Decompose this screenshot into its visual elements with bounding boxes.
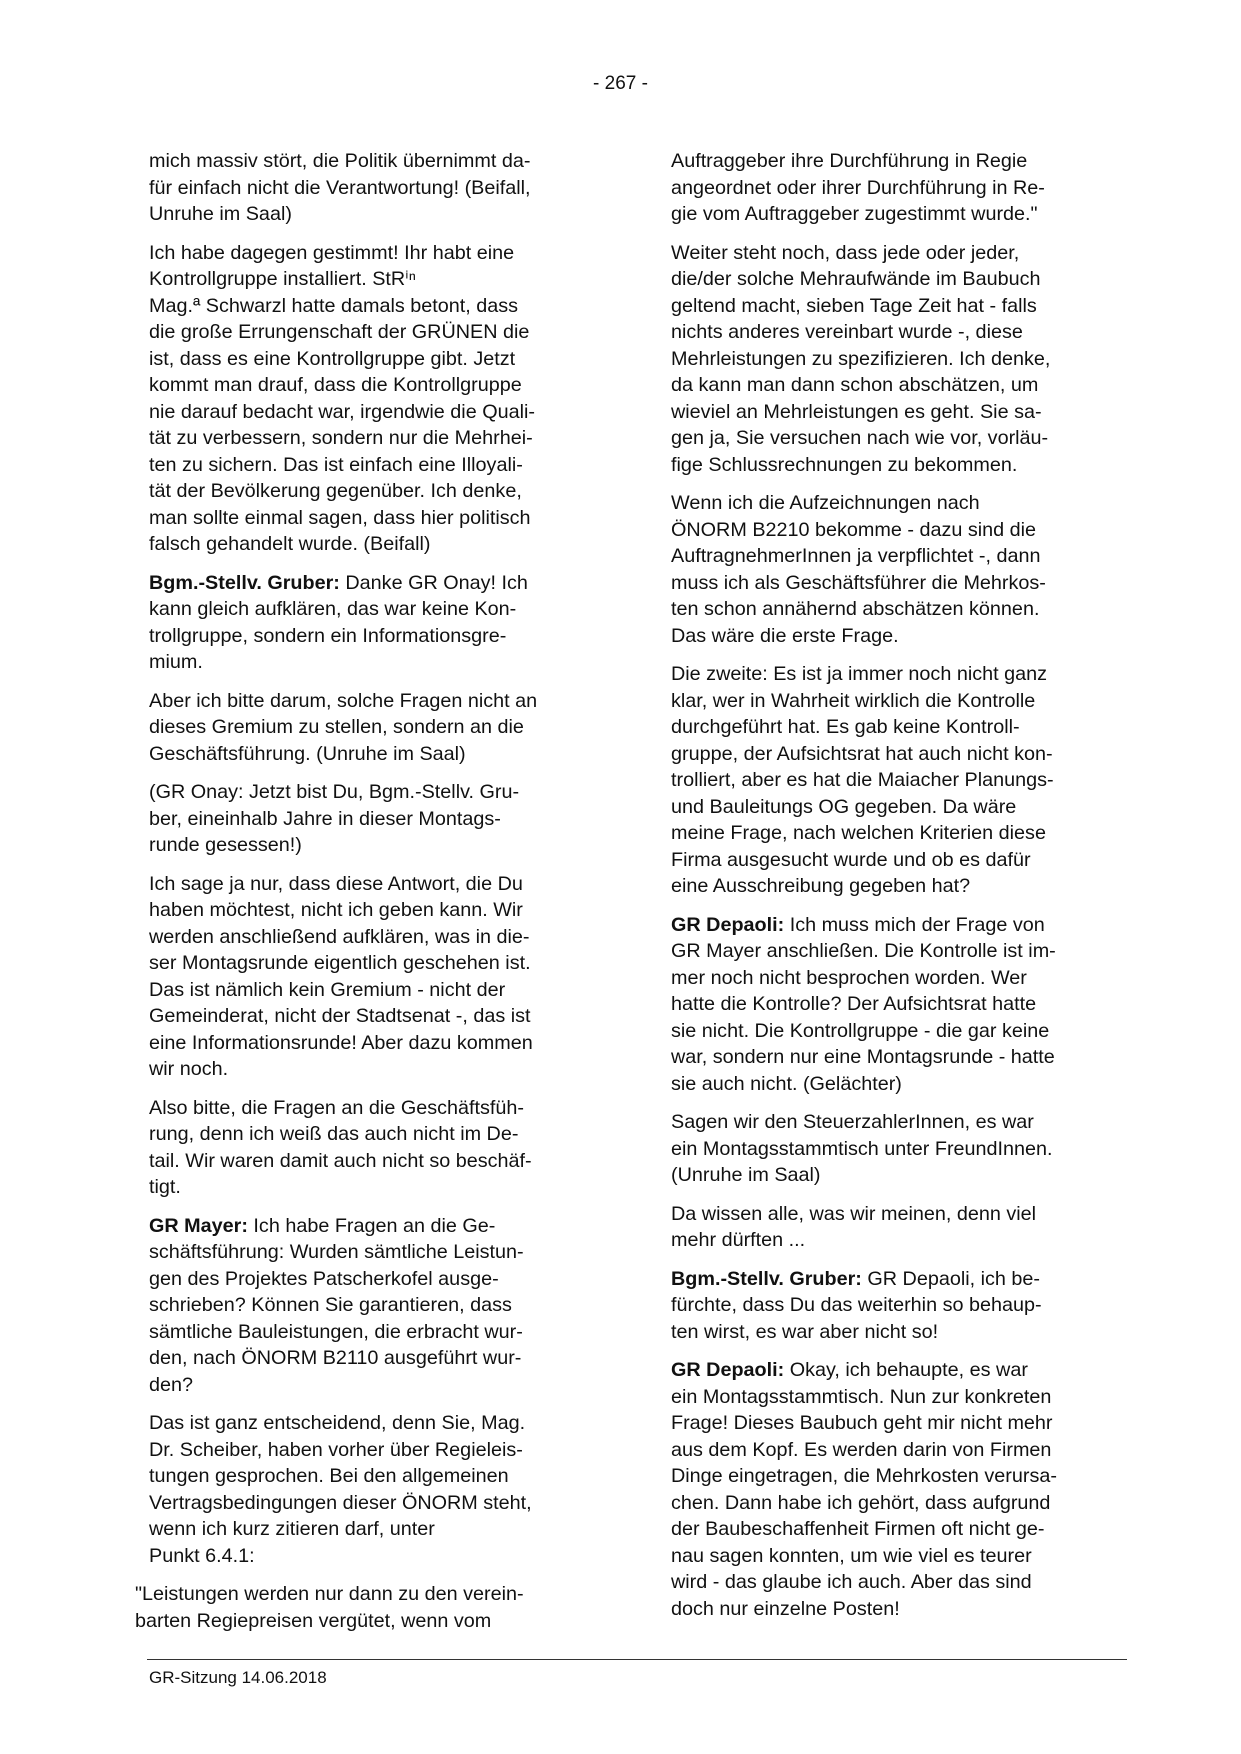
speaker-label: Bgm.-Stellv. Gruber: [671,1267,862,1290]
paragraph [671,1266,1119,1346]
paragraph [671,490,1119,649]
paragraph [149,871,597,1083]
paragraph [149,570,597,676]
paragraph [149,240,597,558]
paragraph-text: Weiter steht noch, dass jede oder jeder, die/der solche Mehraufwände im Baubuch geltend macht, sieben Tage Zeit hat - falls nichts anderes vereinbart wurde -, diese Mehrleistungen zu spezifizieren. Ich denke, da kann man dann schon abschätzen, um wieviel an Mehrleistungen es geht. Sie sa- gen ja, Sie versuchen nach wie vor, vorläu- fige Schlussrechnungen zu bekommen. [671,241,1051,476]
quote-paragraph [135,1581,597,1634]
paragraph-text: Da wissen alle, was wir meinen, denn viel mehr dürften ... [671,1202,1037,1251]
speaker-label: Bgm.-Stellv. Gruber: [149,571,340,594]
paragraph-text: Sagen wir den SteuerzahlerInnen, es war ein Montagsstammtisch unter FreundInnen. (Unruhe im Saal) [671,1111,1053,1186]
speaker-label: GR Mayer: [149,1214,248,1237]
paragraph-text: Aber ich bitte darum, solche Fragen nicht an dieses Gremium zu stellen, sondern an die Geschäftsführung. (Unruhe im Saal) [149,689,538,765]
paragraph-text: Das ist ganz entscheidend, denn Sie, Mag. Dr. Scheiber, haben vorher über Regieleis- tungen gesprochen. Bei den allgemeinen Vertragsbedingungen dieser ÖNORM steht, wenn ich kurz zitieren darf, unter Punkt 6.4.1: [149,1412,532,1567]
paragraph [149,1213,597,1399]
footer-divider [147,1659,1127,1660]
paragraph-text: Ich sage ja nur, dass diese Antwort, die Du haben möchtest, nicht ich geben kann. Wir werden anschließend aufklären, was in die- ser Montagsrunde eigentlich geschehen ist. Das ist nämlich kein Gremium - nicht der Gemeinderat, nicht der Stadtsenat -, das ist eine Informationsrunde! Aber dazu kommen wir noch. [149,872,533,1080]
paragraph [671,661,1119,900]
paragraph [671,912,1119,1098]
paragraph [671,1357,1119,1622]
paragraph [149,779,597,859]
paragraph-text: "Leistungen werden nur dann zu den verein- barten Regiepreisen vergütet, wenn vom [135,1583,524,1632]
paragraph [149,1410,597,1569]
paragraph-text: (GR Onay: Jetzt bist Du, Bgm.-Stellv. Gru- ber, eineinhalb Jahre in dieser Montags- runde gesessen!) [149,781,520,856]
paragraph [671,1109,1119,1189]
paragraph-text: Auftraggeber ihre Durchführung in Regie angeordnet oder ihrer Durchführung in Re- gie vom Auftraggeber zugestimmt wurde." [671,150,1045,225]
paragraph [149,1095,597,1201]
paragraph-text: Also bitte, die Fragen an die Geschäftsfüh- rung, denn ich weiß das auch nicht im De- tail. Wir waren damit auch nicht so beschäf- tigt. [149,1096,532,1198]
paragraph [149,688,597,768]
speaker-label: GR Depaoli: [671,913,785,936]
paragraph-text: Wenn ich die Aufzeichnungen nach ÖNORM B2210 bekomme - dazu sind die AuftragnehmerInnen ja verpflichtet -, dann muss ich als Geschäftsführer die Mehrkos- ten schon annähernd abschätzen können. Das wäre die erste Frage. [671,492,1046,647]
left-column [135,148,597,1646]
paragraph-text: Ich habe Fragen an die Ge- schäftsführung: Wurden sämtliche Leistun- gen des Projektes Patscherkofel ausge- schrieben? Können Sie garantieren, dass sämtliche Bauleistungen, die erbracht wur- den, nach ÖNORM B2110 ausgeführt wur- den? [149,1214,524,1396]
speaker-label: GR Depaoli: [671,1359,785,1381]
paragraph [671,240,1119,479]
paragraph [671,1201,1119,1254]
paragraph-text: Danke GR Onay! Ich kann gleich aufklären, das war keine Kon- trollgruppe, sondern ein Informationsgre- mium. [149,571,528,673]
paragraph-text: mich massiv stört, die Politik übernimmt da- für einfach nicht die Verantwortung! (Beifall, Unruhe im Saal) [149,150,531,225]
paragraph-text: Die zweite: Es ist ja immer noch nicht ganz klar, wer in Wahrheit wirklich die Kontrolle durchgeführt hat. Es gab keine Kontroll- gruppe, der Aufsichtsrat hat auch nicht kon- trolliert, aber es hat die Maiacher Planungs- und Bauleitungs OG gegeben. Da wäre meine Frage, nach welchen Kriterien diese Firma ausgesucht wurde und ob es dafür eine Ausschreibung gegeben hat? [671,663,1054,897]
paragraph [149,148,597,228]
paragraph-text: Ich muss mich der Frage von GR Mayer anschließen. Die Kontrolle ist im- mer noch nicht besprochen worden. Wer hatte die Kontrolle? Der Aufsichtsrat hatte sie nicht. Die Kontrollgruppe - die gar keine war, sondern nur eine Montagsrunde - hatte sie auch nicht. (Gelächter) [671,913,1056,1095]
right-column [671,148,1119,1634]
footer-session-date: GR-Sitzung 14.06.2018 [149,1668,327,1687]
paragraph-text: Ich habe dagegen gestimmt! Ihr habt eine Kontrollgruppe installiert. StRⁱⁿ Mag.ª Schwarzl hatte damals betont, dass die große Errungenschaft der GRÜNEN die ist, dass es eine Kontrollgruppe gibt. Jetzt kommt man drauf, dass die Kontrollgruppe nie darauf bedacht war, irgendwie die Quali- tät zu verbessern, sondern nur die Mehrhei- ten zu sichern. Das ist einfach eine Illoyali- tät der Bevölkerung gegenüber. Ich denke, man sollte einmal sagen, dass hier politisch falsch gehandelt wurde. (Beifall) [149,241,535,555]
page-number: - 267 - [593,73,648,94]
paragraph [671,148,1119,228]
paragraph-text: GR Depaoli, ich be- fürchte, dass Du das weiterhin so behaup- ten wirst, es war aber nicht so! [671,1267,1042,1343]
paragraph-text: Okay, ich behaupte, es war ein Montagsstammtisch. Nun zur konkreten Frage! Dieses Baubuch geht mir nicht mehr aus dem Kopf. Es werden darin von Firmen Dinge eingetragen, die Mehrkosten verursa- chen. Dann habe ich gehört, dass aufgrund der Baubeschaffenheit Firmen oft nicht ge- nau sagen konnten, um wie viel es teurer wird - das glaube ich auch. Aber das sind doch nur einzelne Posten! [671,1359,1057,1620]
